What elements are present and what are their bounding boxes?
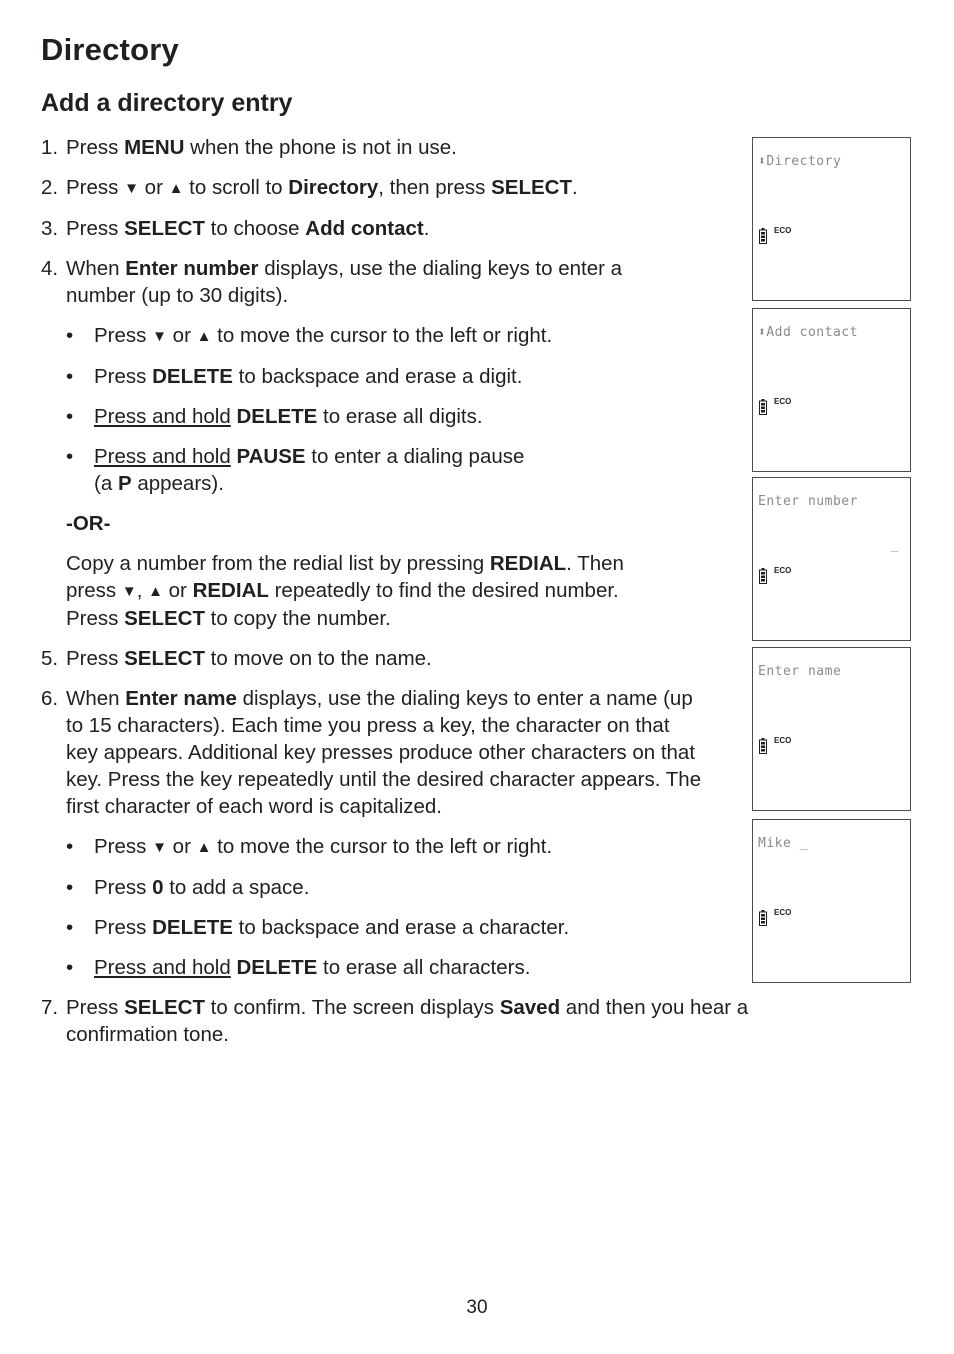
list-item: • Press ▼ or ▲ to move the cursor to the left or right. [66,322,761,350]
step-2: 2. Press ▼ or ▲ to scroll to Directory, then press SELECT. [41,174,761,202]
down-arrow-icon: ▼ [124,180,139,197]
lcd-text: Enter name [758,664,842,679]
step-4: 4. When Enter number displays, use the dialing keys to enter a number (up to 30 digits). • Press ▼ or ▲ to move the cursor to the left or right. • Press DELETE to backspace and erase a digit. • Press and hold DELETE to erase all digits. • Press and hold PAUSE to enter a dialing pause (a P appears). -OR- Copy a number from the redial list by pressing REDIAL. Then press ▼, ▲ or REDIAL repeatedly to find the desired number. Press SELECT to copy the number. [41,255,761,632]
page-number: 30 [466,1297,488,1318]
step-5: 5. Press SELECT to move on to the name. [41,647,432,670]
down-arrow-icon: ▼ [152,328,167,345]
screen-directory [752,137,911,301]
step-1: 1. Press MENU when the phone is not in use. [41,136,457,159]
instructions [41,134,761,1061]
or-separator: -OR- [66,512,111,535]
page-title: Directory [41,32,179,67]
step-3: 3. Press SELECT to choose Add contact. [41,217,430,240]
eco-indicator: ECO [774,397,792,406]
step-6: 6. When Enter name displays, use the dialing keys to enter a name (up to 15 characters). Each time you press a key, the character on that key appears. Additional key presses produce other characters on that key. Press the key repeatedly until the desired character appears. The first character of each word is capitalized. • Press ▼ or ▲ to move the cursor to the left or right. • Press 0 to add a space. • Press DELETE to backspace and erase a character. • Press and hold DELETE to erase all characters. [41,685,761,981]
down-arrow-icon: ▼ [121,583,137,600]
lcd-text: Mike _ [758,836,808,851]
lcd-text: ⬍Add contact [758,325,858,340]
up-arrow-icon: ▲ [168,180,184,197]
battery-icon [759,910,767,926]
battery-icon [759,228,767,244]
screen-add-contact [752,308,911,472]
section-title: Add a directory entry [41,89,293,117]
list-item: • Press and hold DELETE to erase all digits. [66,405,483,428]
list-item: • Press DELETE to backspace and erase a character. [66,916,570,939]
list-item: • Press DELETE to backspace and erase a digit. [66,365,523,388]
lcd-text: Enter number [758,494,858,509]
list-item: • Press 0 to add a space. [66,876,310,899]
battery-icon [759,399,767,415]
lcd-text: ⬍Directory [758,154,842,169]
lcd-cursor: _ [890,538,898,552]
battery-icon [759,738,767,754]
up-arrow-icon: ▲ [196,839,212,856]
eco-indicator: ECO [774,736,792,745]
list-item: • Press and hold DELETE to erase all characters. [66,956,531,979]
screen-enter-name [752,647,911,811]
redial-paragraph: Copy a number from the redial list by pressing REDIAL. Then press ▼, ▲ or REDIAL repeatedly to find the desired number. Press SELECT to copy the number. [66,552,624,630]
screen-mike [752,819,911,983]
list-item: • Press ▼ or ▲ to move the cursor to the left or right. [66,833,761,861]
step-6-bullets [66,833,761,981]
up-arrow-icon: ▲ [148,583,163,600]
eco-indicator: ECO [774,226,792,235]
eco-indicator: ECO [774,908,792,917]
down-arrow-icon: ▼ [152,839,167,856]
eco-indicator: ECO [774,566,792,575]
up-arrow-icon: ▲ [196,328,212,345]
screen-enter-number [752,477,911,641]
battery-icon [759,568,767,584]
list-item: • Press and hold PAUSE to enter a dialing pause (a P appears). [66,445,525,495]
step-4-bullets [66,322,761,497]
step-7: 7. Press SELECT to confirm. The screen displays Saved and then you hear a confirmation tone. [41,996,749,1046]
